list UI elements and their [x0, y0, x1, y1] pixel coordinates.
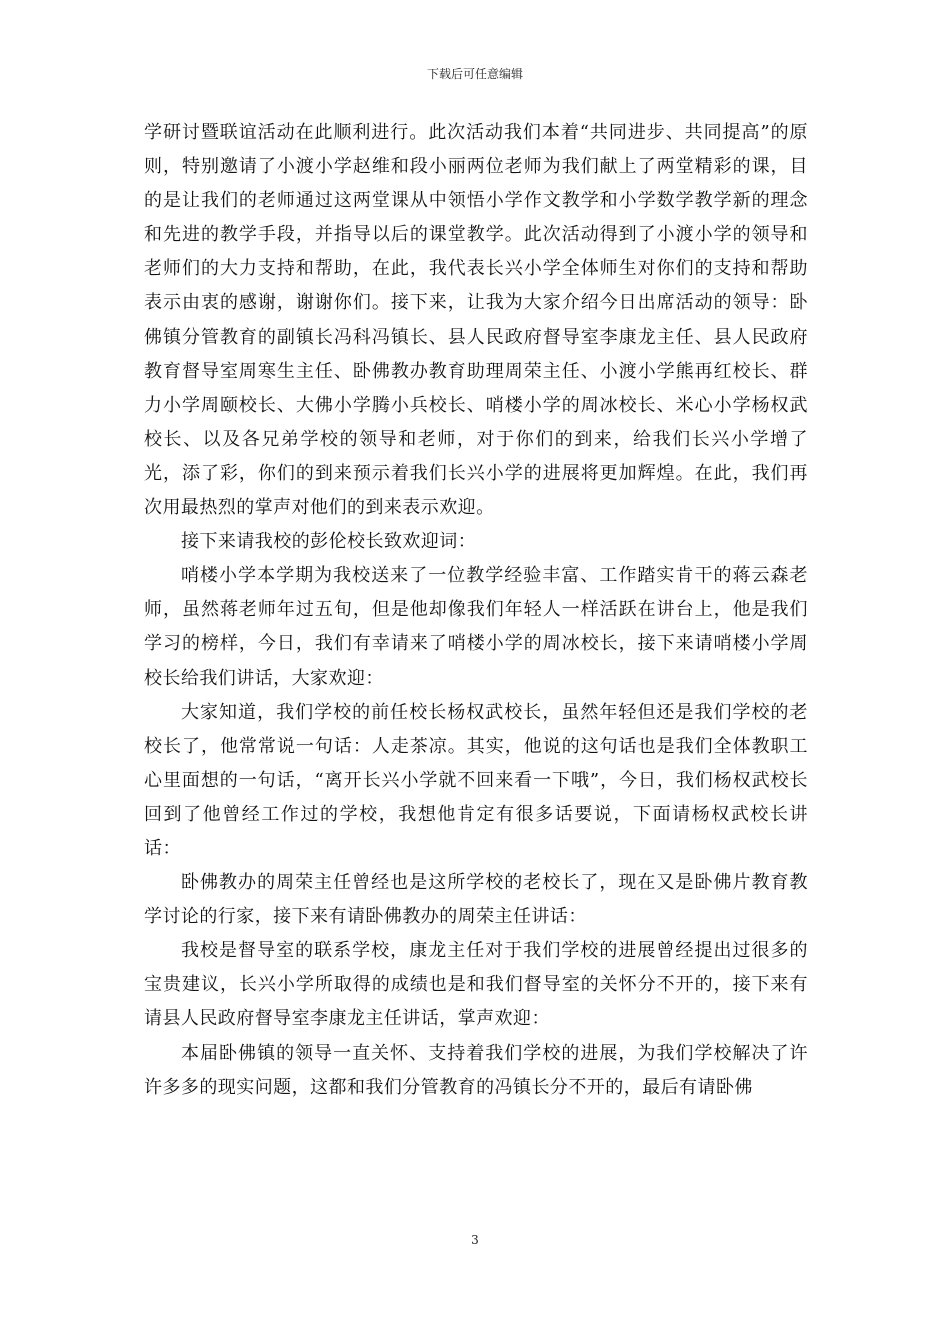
paragraph-continuation: 学研讨暨联谊活动在此顺利进行。此次活动我们本着“共同进步、共同提高”的原则，特别邀请了小渡小学赵维和段小丽两位老师为我们献上了两堂精彩的课，目的是让我们的老师通过这两堂课从中领悟小学作文教学和小学数学教学新的理念和先进的教学手段，并指导以后的课堂教学。此次活动得到了小渡小学的领导和老师们的大力支持和帮助，在此，我代表长兴小学全体师生对你们的支持和帮助表示由衷的感谢，谢谢你们。接下来，让我为大家介绍今日出席活动的领导：卧佛镇分管教育的副镇长冯科冯镇长、县人民政府督导室李康龙主任、县人民政府教育督导室周寒生主任、卧佛教办教育助理周荣主任、小渡小学熊再红校长、群力小学周颐校长、大佛小学腾小兵校长、哨楼小学的周冰校长、米心小学杨权武校长、以及各兄弟学校的领导和老师，对于你们的到来，给我们长兴小学增了光，添了彩，你们的到来预示着我们长兴小学的进展将更加辉煌。在此，我们再次用最热烈的掌声对他们的到来表示欢迎。	[144, 122, 808, 519]
document-body	[144, 116, 808, 1105]
page-header: 下载后可任意编辑	[426, 67, 523, 81]
paragraph-education-office: 卧佛教办的周荣主任曾经也是这所学校的老校长了，现在又是卧佛片教育教学讨论的行家，接下来有请卧佛教办的周荣主任讲话：	[144, 872, 808, 928]
paragraph-inspection-office: 我校是督导室的联系学校，康龙主任对于我们学校的进展曾经提出过很多的宝贵建议，长兴小学所取得的成绩也是和我们督导室的关怀分不开的，接下来有请县人民政府督导室李康龙主任讲话，掌声欢迎：	[144, 940, 808, 1030]
paragraph-town-leaders: 本届卧佛镇的领导一直关怀、支持着我们学校的进展，为我们学校解决了许许多多的现实问题，这都和我们分管教育的冯镇长分不开的，最后有请卧佛	[144, 1042, 808, 1098]
page-number: 3	[471, 1233, 479, 1247]
paragraph-shaolou-principal: 哨楼小学本学期为我校送来了一位教学经验丰富、工作踏实肯干的蒋云森老师，虽然蒋老师年过五旬，但是他却像我们年轻人一样活跃在讲台上，他是我们学习的榜样，今日，我们有幸请来了哨楼小学的周冰校长，接下来请哨楼小学周校长给我们讲话，大家欢迎：	[144, 565, 808, 689]
paragraph-welcome-speech: 接下来请我校的彭伦校长致欢迎词：	[181, 531, 477, 553]
paragraph-former-principal: 大家知道，我们学校的前任校长杨权武校长，虽然年轻但还是我们学校的老校长了，他常常说一句话：人走茶凉。其实，他说的这句话也是我们全体教职工心里面想的一句话，“离开长兴小学就不回来看一下哦”，今日，我们杨权武校长回到了他曾经工作过的学校，我想他肯定有很多话要说，下面请杨权武校长讲话：	[144, 701, 808, 859]
